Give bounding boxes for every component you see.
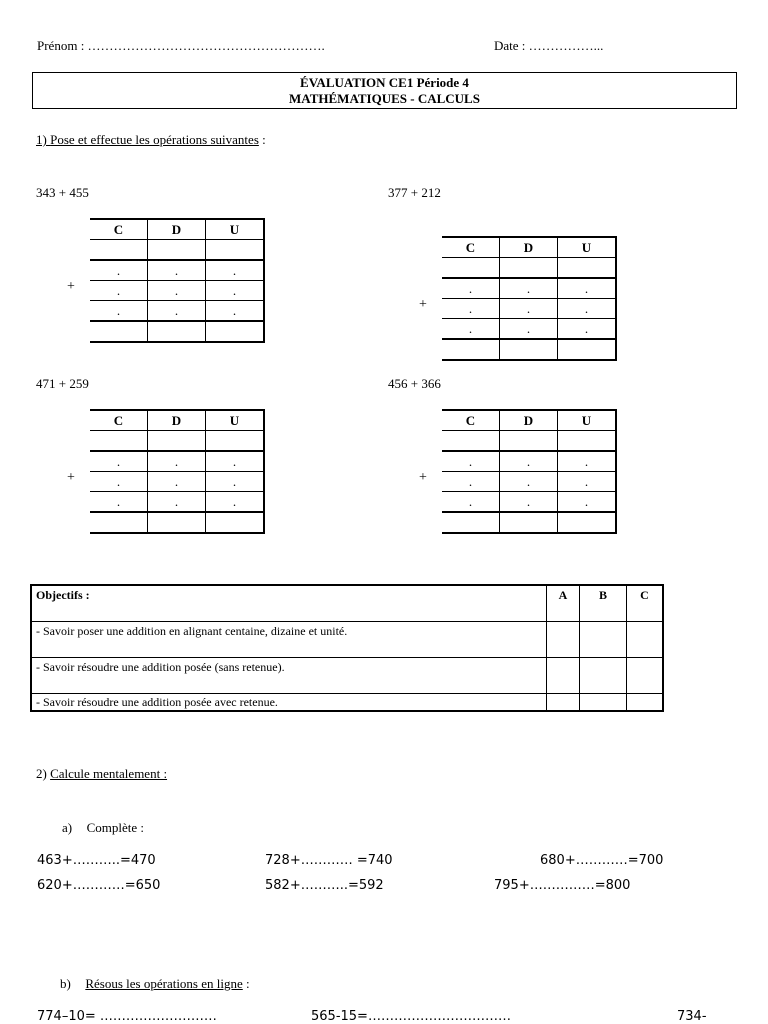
col-u-header: U xyxy=(206,219,265,240)
digit-cell[interactable]: . xyxy=(148,260,206,281)
section-2-number: 2) xyxy=(36,766,51,781)
part-b-suffix: : xyxy=(242,976,250,991)
complete-item-6[interactable]: 795+……………=800 xyxy=(494,878,631,893)
digit-cell[interactable]: . xyxy=(442,472,500,492)
complete-item-5[interactable]: 582+………..=592 xyxy=(265,878,384,893)
result-cell[interactable] xyxy=(90,321,148,342)
section-1-suffix: : xyxy=(258,132,266,147)
digit-cell[interactable]: . xyxy=(500,492,558,513)
operation-2: 377 + 212 xyxy=(388,185,441,200)
digit-cell[interactable]: . xyxy=(90,260,148,281)
result-cell[interactable] xyxy=(90,512,148,533)
grade-cell[interactable] xyxy=(627,657,664,693)
objective-item: - Savoir poser une addition en alignant centaine, dizaine et unité. xyxy=(31,621,547,657)
operation-4: 456 + 366 xyxy=(388,376,441,391)
plus-sign: + xyxy=(419,297,427,312)
complete-item-3[interactable]: 680+…………=700 xyxy=(540,853,664,868)
objectives-table xyxy=(30,584,664,712)
grade-cell[interactable] xyxy=(580,657,627,693)
level-b-header: B xyxy=(580,585,627,621)
cdu-grid-2 xyxy=(442,236,617,361)
digit-cell[interactable]: . xyxy=(500,451,558,472)
digit-cell[interactable]: . xyxy=(500,299,558,319)
digit-cell[interactable]: . xyxy=(148,281,206,301)
digit-cell[interactable]: . xyxy=(148,451,206,472)
plus-sign: + xyxy=(67,470,75,485)
digit-cell[interactable]: . xyxy=(90,281,148,301)
part-a-label: a) xyxy=(62,820,73,835)
part-b-label: b) xyxy=(60,976,71,991)
part-b-heading xyxy=(60,976,250,992)
carry-cell[interactable] xyxy=(206,431,265,452)
result-cell[interactable] xyxy=(500,339,558,360)
level-a-header: A xyxy=(547,585,580,621)
inline-op-2[interactable]: 565-15=…………………………… xyxy=(311,1009,511,1024)
digit-cell[interactable]: . xyxy=(558,451,617,472)
digit-cell[interactable]: . xyxy=(148,492,206,513)
grade-cell[interactable] xyxy=(547,621,580,657)
digit-cell[interactable]: . xyxy=(206,492,265,513)
digit-cell[interactable]: . xyxy=(442,299,500,319)
result-cell[interactable] xyxy=(558,339,617,360)
page-title xyxy=(32,72,737,109)
carry-cell[interactable] xyxy=(206,240,265,261)
digit-cell[interactable]: . xyxy=(206,472,265,492)
digit-cell[interactable]: . xyxy=(500,319,558,340)
digit-cell[interactable]: . xyxy=(442,492,500,513)
grade-cell[interactable] xyxy=(627,693,664,711)
result-cell[interactable] xyxy=(148,512,206,533)
section-1-title: Pose et effectue les opérations suivantes xyxy=(50,132,259,147)
digit-cell[interactable]: . xyxy=(442,319,500,340)
col-c-header: C xyxy=(442,410,500,431)
col-c-header: C xyxy=(90,410,148,431)
grade-cell[interactable] xyxy=(580,693,627,711)
operation-3: 471 + 259 xyxy=(36,376,89,391)
section-1-heading xyxy=(36,132,266,148)
digit-cell[interactable]: . xyxy=(500,472,558,492)
cdu-grid-3 xyxy=(90,409,265,534)
result-cell[interactable] xyxy=(558,512,617,533)
col-d-header: D xyxy=(148,219,206,240)
carry-cell[interactable] xyxy=(558,431,617,452)
grade-cell[interactable] xyxy=(627,621,664,657)
grade-cell[interactable] xyxy=(547,657,580,693)
title-line-1: ÉVALUATION CE1 Période 4 xyxy=(300,75,469,90)
carry-cell[interactable] xyxy=(500,258,558,279)
cdu-grid-4 xyxy=(442,409,617,534)
carry-cell[interactable] xyxy=(558,258,617,279)
digit-cell[interactable]: . xyxy=(558,278,617,299)
complete-item-4[interactable]: 620+…………=650 xyxy=(37,878,161,893)
objectives-header: Objectifs : xyxy=(31,585,547,621)
name-field-label: Prénom : ………………………………………………. xyxy=(37,38,325,53)
plus-sign: + xyxy=(419,470,427,485)
grade-cell[interactable] xyxy=(580,621,627,657)
col-d-header: D xyxy=(500,410,558,431)
digit-cell[interactable]: . xyxy=(442,278,500,299)
col-d-header: D xyxy=(148,410,206,431)
col-d-header: D xyxy=(500,237,558,258)
plus-sign: + xyxy=(67,279,75,294)
carry-cell[interactable] xyxy=(500,431,558,452)
cdu-grid-1 xyxy=(90,218,265,343)
operation-1: 343 + 455 xyxy=(36,185,89,200)
part-a-title: Complète : xyxy=(86,820,145,835)
result-cell[interactable] xyxy=(148,321,206,342)
section-2-heading xyxy=(36,766,167,782)
date-field-label: Date : ……………... xyxy=(494,38,604,53)
carry-cell[interactable] xyxy=(442,258,500,279)
objective-item: - Savoir résoudre une addition posée avec retenue. xyxy=(31,693,547,711)
digit-cell[interactable]: . xyxy=(90,472,148,492)
result-cell[interactable] xyxy=(206,512,265,533)
digit-cell[interactable]: . xyxy=(206,451,265,472)
inline-op-3[interactable]: 734- xyxy=(677,1009,707,1024)
part-a-heading xyxy=(62,820,144,836)
part-b-title: Résous les opérations en ligne xyxy=(85,976,243,991)
col-u-header: U xyxy=(558,410,617,431)
col-u-header: U xyxy=(558,237,617,258)
result-cell[interactable] xyxy=(442,512,500,533)
digit-cell[interactable]: . xyxy=(206,260,265,281)
col-u-header: U xyxy=(206,410,265,431)
objective-item: - Savoir résoudre une addition posée (sans retenue). xyxy=(31,657,547,693)
digit-cell[interactable]: . xyxy=(148,472,206,492)
digit-cell[interactable]: . xyxy=(90,451,148,472)
digit-cell[interactable]: . xyxy=(206,281,265,301)
col-c-header: C xyxy=(90,219,148,240)
complete-item-1[interactable]: 463+………..=470 xyxy=(37,853,156,868)
carry-cell[interactable] xyxy=(148,240,206,261)
col-c-header: C xyxy=(442,237,500,258)
grade-cell[interactable] xyxy=(547,693,580,711)
digit-cell[interactable]: . xyxy=(558,472,617,492)
result-cell[interactable] xyxy=(206,321,265,342)
digit-cell[interactable]: . xyxy=(148,301,206,322)
digit-cell[interactable]: . xyxy=(90,301,148,322)
digit-cell[interactable]: . xyxy=(500,278,558,299)
carry-cell[interactable] xyxy=(442,431,500,452)
digit-cell[interactable]: . xyxy=(558,492,617,513)
carry-cell[interactable] xyxy=(90,240,148,261)
section-1-number: 1) xyxy=(36,132,51,147)
digit-cell[interactable]: . xyxy=(558,319,617,340)
digit-cell[interactable]: . xyxy=(90,492,148,513)
level-c-header: C xyxy=(627,585,664,621)
carry-cell[interactable] xyxy=(90,431,148,452)
digit-cell[interactable]: . xyxy=(442,451,500,472)
carry-cell[interactable] xyxy=(148,431,206,452)
digit-cell[interactable]: . xyxy=(558,299,617,319)
digit-cell[interactable]: . xyxy=(206,301,265,322)
section-2-title: Calcule mentalement : xyxy=(50,766,168,781)
result-cell[interactable] xyxy=(500,512,558,533)
title-line-2: MATHÉMATIQUES - CALCULS xyxy=(289,91,480,106)
complete-item-2[interactable]: 728+………… =740 xyxy=(265,853,393,868)
inline-op-1[interactable]: 774–10= ……………………… xyxy=(37,1009,217,1024)
result-cell[interactable] xyxy=(442,339,500,360)
